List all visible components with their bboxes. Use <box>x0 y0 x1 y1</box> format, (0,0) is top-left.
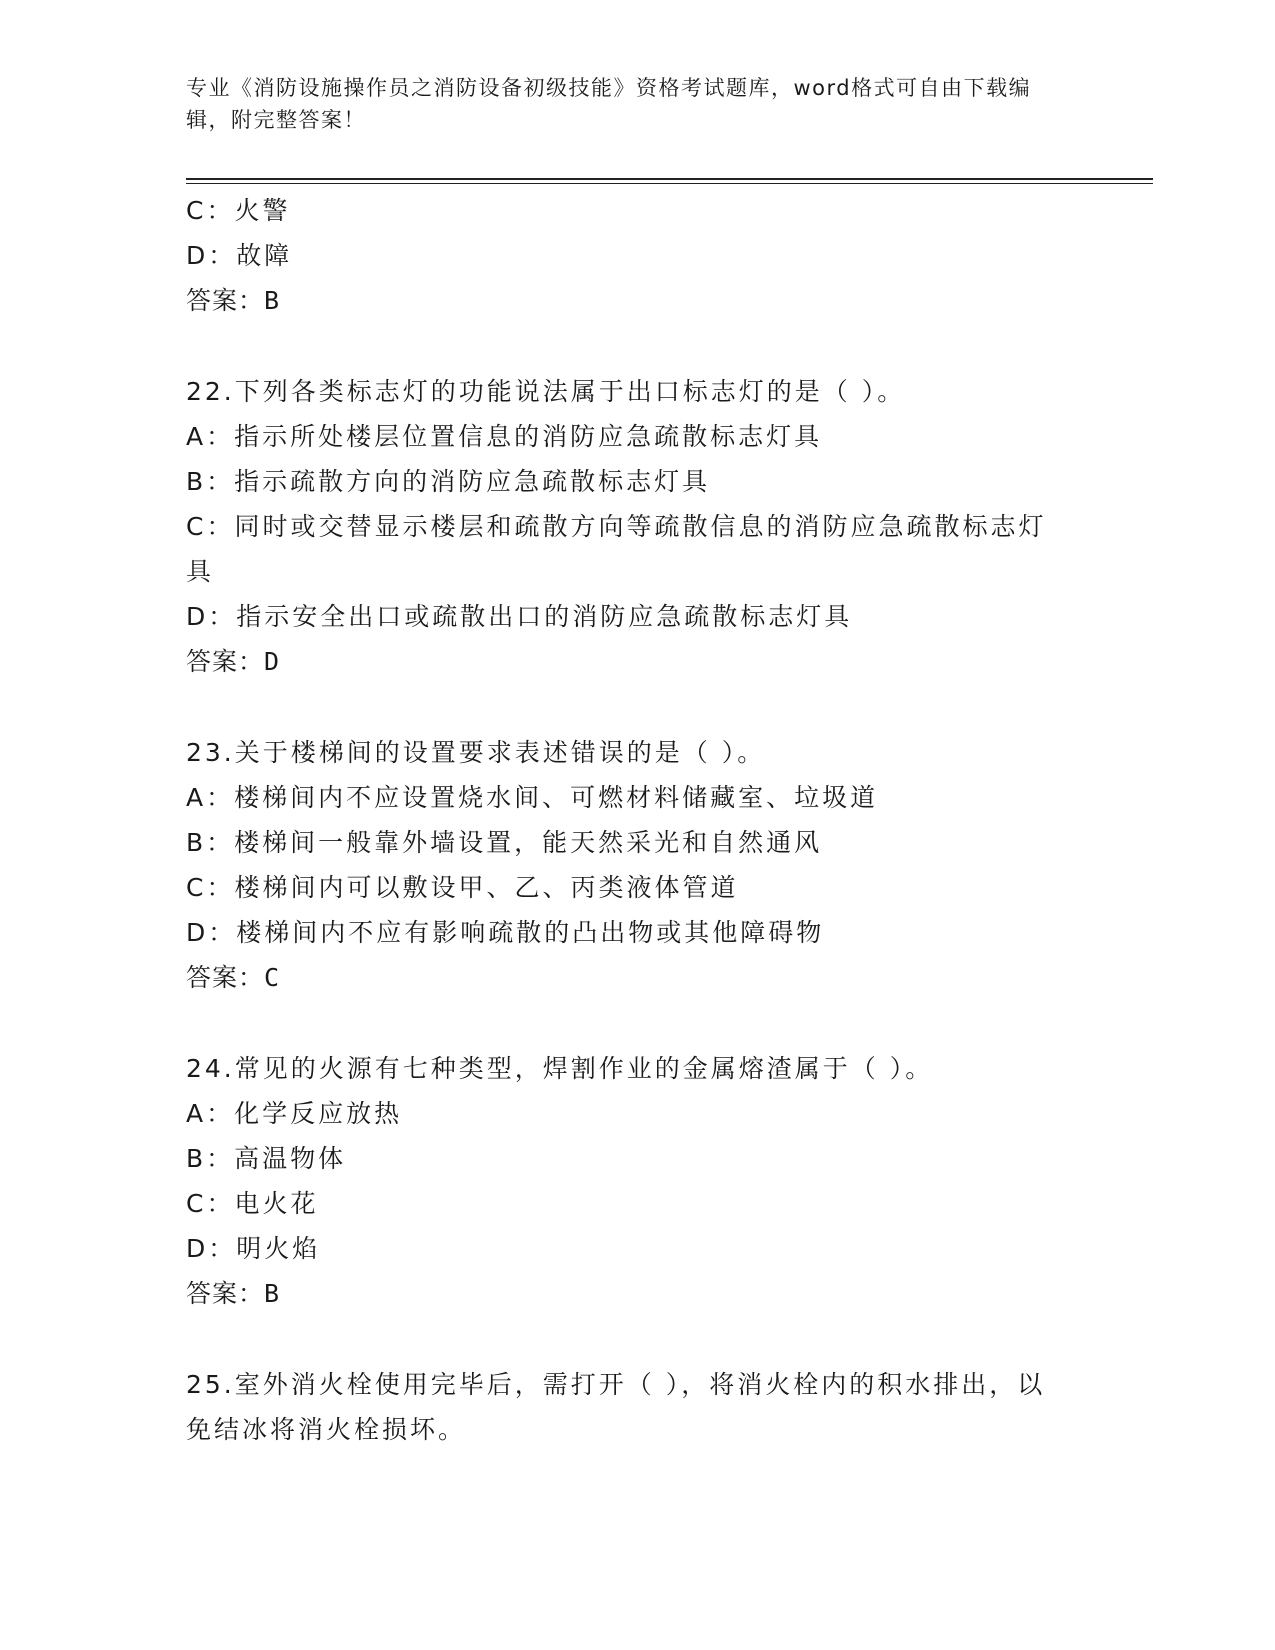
question-stem: 23.关于楼梯间的设置要求表述错误的是（ ）。 <box>186 738 766 767</box>
header-divider-thin <box>186 183 1153 184</box>
option-a: A：化学反应放热 <box>186 1099 403 1128</box>
question-24 <box>186 1046 1086 1316</box>
option-d: D：故障 <box>186 241 293 270</box>
spacer <box>186 323 1086 369</box>
answer-line: 答案：B <box>186 286 281 315</box>
option-c: C：电火花 <box>186 1189 319 1218</box>
question-22 <box>186 369 1086 684</box>
option-c: C：同时或交替显示楼层和疏散方向等疏散信息的消防应急疏散标志灯具 <box>186 512 1047 586</box>
document-header: 专业《消防设施操作员之消防设备初级技能》资格考试题库，word格式可自由下载编辑，附完整答案！ <box>186 76 1032 132</box>
option-b: B：高温物体 <box>186 1144 347 1173</box>
option-d: D：指示安全出口或疏散出口的消防应急疏散标志灯具 <box>186 602 853 631</box>
option-c: C：火警 <box>186 196 291 225</box>
answer-line: 答案：B <box>186 1279 281 1308</box>
question-stem: 24.常见的火源有七种类型，焊割作业的金属熔渣属于（ ）。 <box>186 1054 934 1083</box>
option-a: A：楼梯间内不应设置烧水间、可燃材料储藏室、垃圾道 <box>186 783 879 812</box>
question-list <box>186 188 1086 1452</box>
spacer <box>186 1000 1086 1046</box>
spacer <box>186 684 1086 730</box>
answer-line: 答案：C <box>186 963 281 992</box>
spacer <box>186 1316 1086 1362</box>
question-25 <box>186 1362 1086 1452</box>
option-a: A：指示所处楼层位置信息的消防应急疏散标志灯具 <box>186 422 823 451</box>
option-c: C：楼梯间内可以敷设甲、乙、丙类液体管道 <box>186 873 739 902</box>
answer-line: 答案：D <box>186 647 281 676</box>
option-d: D：楼梯间内不应有影响疏散的凸出物或其他障碍物 <box>186 918 825 947</box>
carryover-question <box>186 188 1086 323</box>
question-stem: 22.下列各类标志灯的功能说法属于出口标志灯的是（ ）。 <box>186 377 906 406</box>
option-b: B：指示疏散方向的消防应急疏散标志灯具 <box>186 467 711 496</box>
option-b: B：楼梯间一般靠外墙设置，能天然采光和自然通风 <box>186 828 823 857</box>
header-divider-thick <box>186 178 1153 180</box>
option-d: D：明火焰 <box>186 1234 321 1263</box>
question-23 <box>186 730 1086 1000</box>
question-stem: 25.室外消火栓使用完毕后，需打开（ ），将消火栓内的积水排出，以免结冰将消火栓损坏。 <box>186 1370 1046 1444</box>
